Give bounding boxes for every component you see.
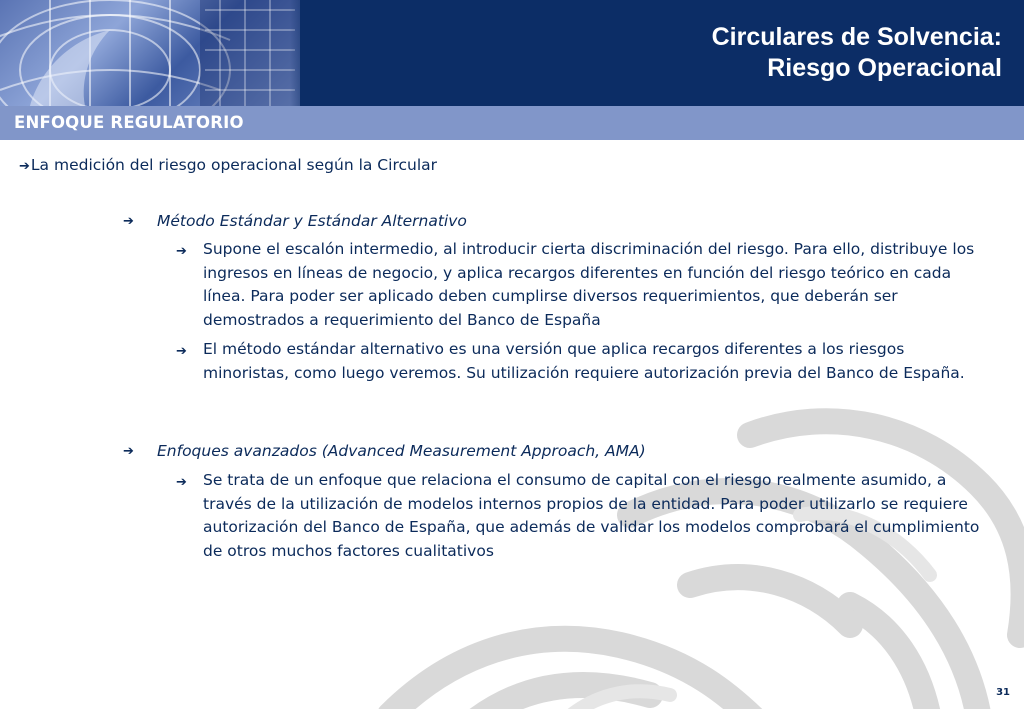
- section-title: ENFOQUE REGULATORIO: [14, 113, 244, 132]
- page-title: [712, 22, 1002, 84]
- arrow-bullet-icon: ➔: [19, 159, 30, 174]
- header-fade: [290, 0, 314, 106]
- method-point: [176, 338, 986, 385]
- method-title: Enfoques avanzados (Advanced Measurement Approach, AMA): [157, 442, 646, 460]
- arrow-bullet-icon: ➔: [176, 344, 187, 359]
- method-point: [176, 238, 986, 332]
- method-point-text: Supone el escalón intermedio, al introducir cierta discriminación del riesgo. Para ello, distribuye los ingresos en líneas de negocio, y aplica recargos diferentes en función del riesgo teórico en cada línea. Para poder ser aplicado deben cumplirse diversos requerimientos, que deberán ser demostrados a requerimiento del Banco de España: [203, 240, 975, 329]
- arrow-bullet-icon: ➔: [176, 244, 187, 259]
- arrow-bullet-icon: ➔: [176, 475, 187, 490]
- header-banner: [0, 0, 1024, 106]
- method-title: Método Estándar y Estándar Alternativo: [157, 212, 467, 230]
- globe-building-icon: [0, 0, 300, 106]
- method-point: [176, 469, 986, 563]
- arrow-bullet-icon: ➔: [123, 214, 134, 229]
- method-point-text: El método estándar alternativo es una versión que aplica recargos diferentes a los riesgos minoristas, como luego veremos. Su utilización requiere autorización previa del Banco de España.: [203, 340, 965, 382]
- section-bar: [0, 106, 1024, 140]
- intro-text: La medición del riesgo operacional según la Circular: [30, 156, 437, 174]
- arrow-bullet-icon: ➔: [123, 444, 134, 459]
- title-line-1: Circulares de Solvencia:: [711, 23, 1002, 51]
- intro-bullet: [19, 156, 437, 174]
- title-line-2: Riesgo Operacional: [767, 54, 1002, 82]
- header-photo: [0, 0, 300, 106]
- page-number: 31: [996, 687, 1010, 698]
- method-point-text: Se trata de un enfoque que relaciona el consumo de capital con el riesgo realmente asumido, a través de la utilización de modelos internos propios de la entidad. Para poder utilizarlo se requiere autorización del Banco de España, que además de validar los modelos comprobará el cumplimiento de otros muchos factores cualitativos: [203, 471, 980, 560]
